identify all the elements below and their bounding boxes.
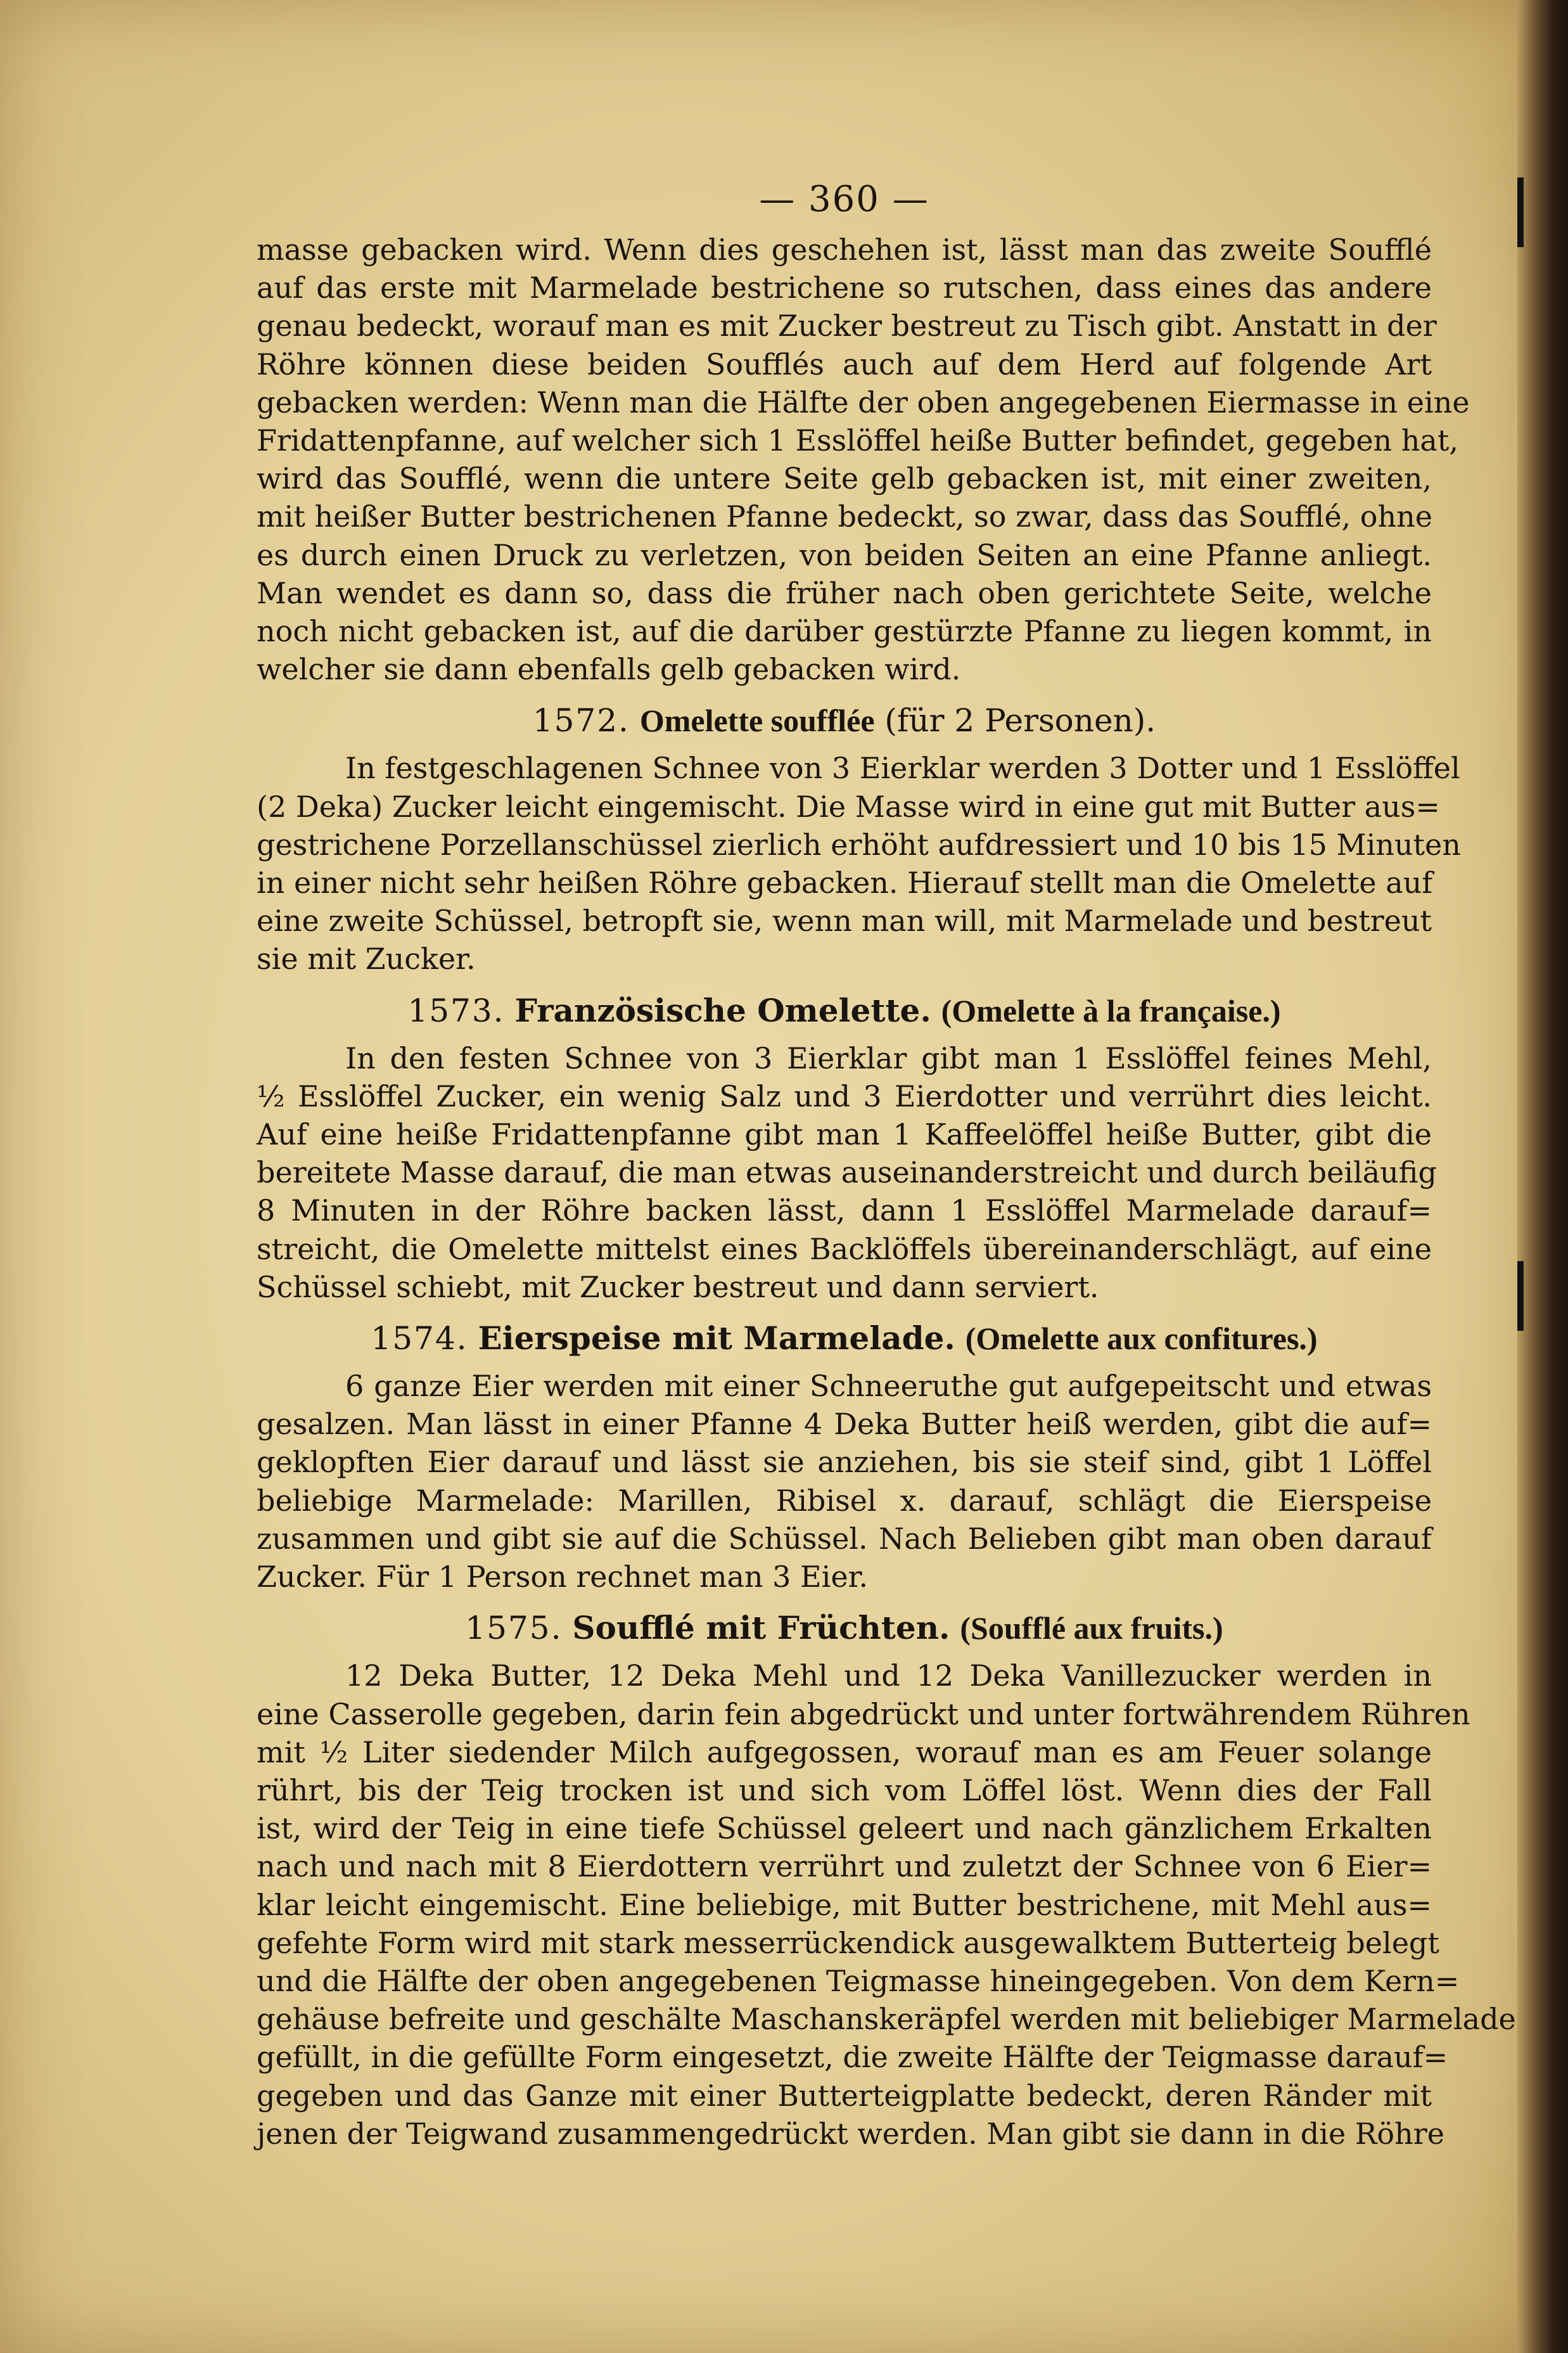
recipe-body-1572	[257, 749, 1461, 978]
text-line: Auf eine heiße Fridattenpfanne gibt man 1 Kaffeelöffel heiße Butter, gibt die	[257, 1117, 1432, 1152]
text-line: Schüssel schiebt, mit Zucker bestreut und dann serviert.	[257, 1269, 1099, 1304]
text-line: wird das Soufflé, wenn die untere Seite gelb gebacken ist, mit einer zweiten,	[257, 461, 1432, 496]
text-line: 12 Deka Butter, 12 Deka Mehl und 12 Deka Vanillezucker werden in	[345, 1658, 1432, 1693]
recipe-number: 1573.	[407, 992, 505, 1029]
text-line: eine Casserolle gegeben, darin fein abgedrückt und unter fortwährendem Rühren	[257, 1696, 1470, 1731]
text-line: gehäuse befreite und geschälte Maschanskeräpfel werden mit beliebiger Marmelade	[257, 2002, 1516, 2037]
recipe-heading-1575	[257, 1607, 1432, 1649]
text-line: eine zweite Schüssel, betropft sie, wenn man will, mit Marmelade und bestreut	[257, 904, 1432, 939]
text-line: mit ½ Liter siedender Milch aufgegossen, worauf man es am Feuer solange	[257, 1734, 1432, 1769]
recipe-subtitle: (Omelette à la française.)	[941, 992, 1281, 1029]
text-line: jenen der Teigwand zusammengedrückt werden. Man gibt sie dann in die Röhre	[257, 2116, 1444, 2151]
text-line: nach und nach mit 8 Eierdottern verrührt und zuletzt der Schnee von 6 Eier=	[257, 1849, 1432, 1884]
page-number: — 360 —	[759, 179, 929, 220]
text-line: masse gebacken wird. Wenn dies geschehen ist, lässt man das zweite Soufflé	[257, 233, 1432, 267]
text-line: 8 Minuten in der Röhre backen lässt, dann 1 Esslöffel Marmelade darauf=	[257, 1193, 1432, 1228]
recipe-heading-1572	[257, 700, 1432, 741]
recipe-title: Soufflé mit Früchten.	[572, 1609, 950, 1647]
text-line: gegeben und das Ganze mit einer Butterteigplatte bedeckt, deren Ränder mit	[257, 2078, 1432, 2113]
text-line: genau bedeckt, worauf man es mit Zucker bestreut zu Tisch gibt. Anstatt in der	[257, 309, 1437, 343]
text-line: in einer nicht sehr heißen Röhre gebacken. Hierauf stellt man die Omelette auf	[257, 866, 1433, 901]
text-line: Röhre können diese beiden Soufflés auch auf dem Herd auf folgende Art	[257, 347, 1432, 381]
recipe-body-1573	[257, 1039, 1437, 1306]
recipe-title: Eierspeise mit Marmelade.	[478, 1319, 955, 1357]
text-line: streicht, die Omelette mittelst eines Backlöffels übereinanderschlägt, auf eine	[257, 1231, 1432, 1266]
recipe-title: Omelette soufflée	[639, 703, 875, 739]
text-line: zusammen und gibt sie auf die Schüssel. Nach Belieben gibt man oben darauf	[257, 1521, 1432, 1556]
text-line: gebacken werden: Wenn man die Hälfte der oben angegebenen Eiermasse in eine	[257, 385, 1470, 420]
recipe-heading-1573	[257, 990, 1432, 1032]
recipe-subtitle: (Soufflé aux fruits.)	[960, 1610, 1223, 1646]
text-line: noch nicht gebacken ist, auf die darüber gestürzte Pfanne zu liegen kommt, in	[257, 614, 1432, 649]
binding-mark	[1517, 1261, 1524, 1331]
recipe-number: 1574.	[371, 1320, 468, 1357]
text-line: mit heißer Butter bestrichenen Pfanne bedeckt, so zwar, dass das Soufflé, ohne	[257, 499, 1432, 534]
text-line: auf das erste mit Marmelade bestrichene so rutschen, dass eines das andere	[257, 271, 1432, 305]
text-line: ½ Esslöffel Zucker, ein wenig Salz und 3 Eierdotter und verrührt dies leicht.	[257, 1079, 1432, 1113]
recipe-heading-1574	[257, 1318, 1432, 1359]
text-line: sie mit Zucker.	[257, 942, 476, 977]
recipe-subtitle: (für 2 Personen).	[884, 702, 1156, 740]
recipe-number: 1575.	[465, 1610, 563, 1647]
continuation-paragraph	[257, 231, 1470, 688]
book-gutter	[1517, 0, 1568, 2353]
text-line: Man wendet es dann so, dass die früher nach oben gerichtete Seite, welche	[257, 575, 1432, 610]
text-line: bereitete Masse darauf, die man etwas auseinanderstreicht und durch beiläufig	[257, 1155, 1437, 1190]
text-line: gefehte Form wird mit stark messerrückendick ausgewalktem Butterteig belegt	[257, 1925, 1439, 1960]
text-line: klar leicht eingemischt. Eine beliebige, mit Butter bestrichene, mit Mehl aus=	[257, 1887, 1432, 1922]
text-line: ist, wird der Teig in eine tiefe Schüssel geleert und nach gänzlichem Erkalten	[257, 1811, 1432, 1846]
text-line: gestrichene Porzellanschüssel zierlich erhöht aufdressiert und 10 bis 15 Minuten	[257, 827, 1461, 862]
text-line: gefüllt, in die gefüllte Form eingesetzt, die zweite Hälfte der Teigmasse darauf=	[257, 2040, 1448, 2075]
text-line: gesalzen. Man lässt in einer Pfanne 4 Deka Butter heiß werden, gibt die auf=	[257, 1407, 1432, 1442]
text-line: In den festen Schnee von 3 Eierklar gibt man 1 Esslöffel feines Mehl,	[345, 1041, 1432, 1075]
text-line: rührt, bis der Teig trocken ist und sich vom Löffel löst. Wenn dies der Fall	[257, 1773, 1432, 1807]
text-line: In festgeschlagenen Schnee von 3 Eierklar werden 3 Dotter und 1 Esslöffel	[345, 751, 1460, 786]
text-line: Zucker. Für 1 Person rechnet man 3 Eier.	[257, 1560, 869, 1594]
text-line: geklopften Eier darauf und lässt sie anziehen, bis sie steif sind, gibt 1 Löffel	[257, 1445, 1432, 1480]
text-line: und die Hälfte der oben angegebenen Teigmasse hineingegeben. Von dem Kern=	[257, 1963, 1460, 1998]
text-line: (2 Deka) Zucker leicht eingemischt. Die Masse wird in eine gut mit Butter aus=	[257, 789, 1440, 824]
text-line: es durch einen Druck zu verletzen, von beiden Seiten an eine Pfanne anliegt.	[257, 537, 1432, 572]
text-line: beliebige Marmelade: Marillen, Ribisel x. darauf, schlägt die Eierspeise	[257, 1483, 1432, 1518]
page-text	[257, 177, 1516, 2153]
recipe-number: 1572.	[532, 702, 630, 740]
recipe-body-1574	[257, 1367, 1432, 1596]
recipe-body-1575	[257, 1657, 1516, 2153]
recipe-title: Französische Omelette.	[514, 991, 931, 1029]
binding-mark	[1517, 177, 1524, 247]
text-line: welcher sie dann ebenfalls gelb gebacken wird.	[257, 652, 961, 687]
recipe-subtitle: (Omelette aux confitures.)	[965, 1321, 1318, 1357]
text-line: 6 ganze Eier werden mit einer Schneeruthe gut aufgepeitscht und etwas	[345, 1369, 1432, 1404]
text-line: Fridattenpfanne, auf welcher sich 1 Esslöffel heiße Butter befindet, gegeben hat,	[257, 423, 1458, 458]
